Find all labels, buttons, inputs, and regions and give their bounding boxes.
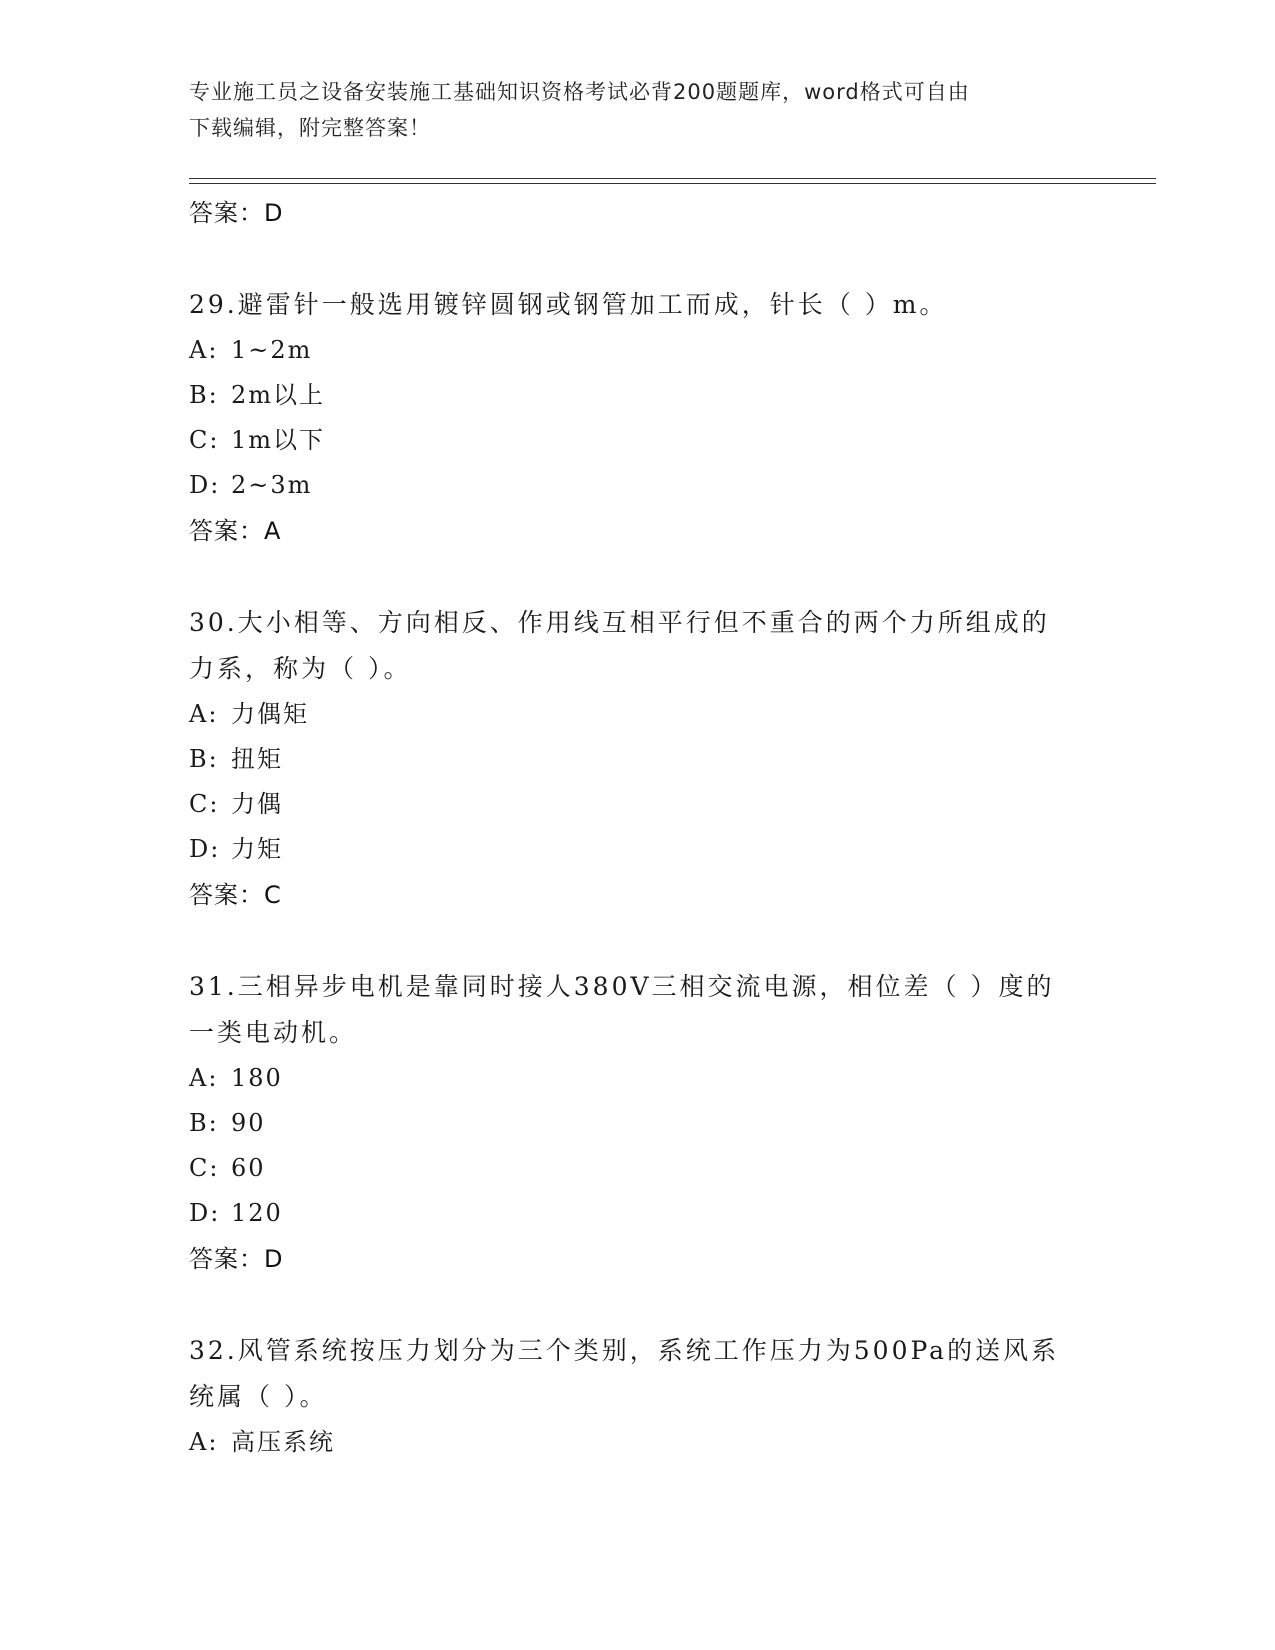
option-d [189, 827, 1069, 872]
option-key: B: [189, 1109, 219, 1137]
document-header [189, 74, 1089, 146]
option-a [189, 328, 1069, 373]
question-text: 31.三相异步电机是靠同时接人380V三相交流电源，相位差（ ）度的 [189, 972, 1055, 1001]
option-text: 120 [231, 1199, 283, 1227]
option-text: 90 [231, 1109, 266, 1137]
question-31 [189, 964, 1069, 1282]
question-text-continued: 力系，称为（ ）。 [189, 654, 412, 683]
option-b [189, 373, 1069, 418]
option-key: A: [189, 1428, 219, 1456]
option-text: 1m以下 [231, 426, 326, 454]
option-key: D: [189, 1199, 221, 1227]
option-text: 力矩 [231, 835, 283, 863]
question-30 [189, 600, 1069, 918]
option-key: D: [189, 471, 221, 499]
option-a [189, 1056, 1069, 1101]
option-key: B: [189, 745, 219, 773]
option-text: 扭矩 [231, 745, 283, 773]
option-key: A: [189, 1064, 219, 1092]
option-text: 1~2m [231, 336, 313, 364]
option-key: C: [189, 426, 220, 454]
option-key: C: [189, 1154, 220, 1182]
header-title-line-1: 专业施工员之设备安装施工基础知识资格考试必背200题题库，word格式可自由 [189, 80, 970, 104]
question-text-continued: 统属（ ）。 [189, 1382, 328, 1411]
option-c [189, 1146, 1069, 1191]
question-29 [189, 282, 1069, 554]
header-title-line-2: 下载编辑，附完整答案！ [189, 116, 431, 140]
question-32 [189, 1328, 1069, 1465]
option-d [189, 463, 1069, 508]
option-text: 2~3m [231, 471, 313, 499]
option-text: 高压系统 [231, 1428, 335, 1456]
option-text: 180 [231, 1064, 283, 1092]
option-a [189, 1420, 1069, 1465]
option-text: 2m以上 [231, 381, 326, 409]
header-divider-top [189, 178, 1156, 179]
answer: 答案：C [189, 881, 282, 909]
question-text: 32.风管系统按压力划分为三个类别，系统工作压力为500Pa的送风系 [189, 1336, 1060, 1365]
answer: 答案：A [189, 517, 282, 545]
document-body [189, 190, 1069, 1465]
option-key: A: [189, 700, 219, 728]
option-c [189, 782, 1069, 827]
option-b [189, 1101, 1069, 1146]
option-a [189, 692, 1069, 737]
option-text: 力偶矩 [231, 700, 309, 728]
question-text: 29.避雷针一般选用镀锌圆钢或钢管加工而成，针长（ ）m。 [189, 290, 948, 319]
option-b [189, 737, 1069, 782]
question-text: 30.大小相等、方向相反、作用线互相平行但不重合的两个力所组成的 [189, 608, 1050, 637]
option-text: 60 [231, 1154, 266, 1182]
answer: 答案：D [189, 1245, 284, 1273]
option-text: 力偶 [231, 790, 283, 818]
previous-answer: 答案：D [189, 199, 284, 227]
option-c [189, 418, 1069, 463]
option-key: B: [189, 381, 219, 409]
header-divider-bottom [189, 183, 1156, 184]
question-text-continued: 一类电动机。 [189, 1018, 358, 1047]
option-d [189, 1191, 1069, 1236]
option-key: A: [189, 336, 219, 364]
option-key: C: [189, 790, 220, 818]
option-key: D: [189, 835, 221, 863]
